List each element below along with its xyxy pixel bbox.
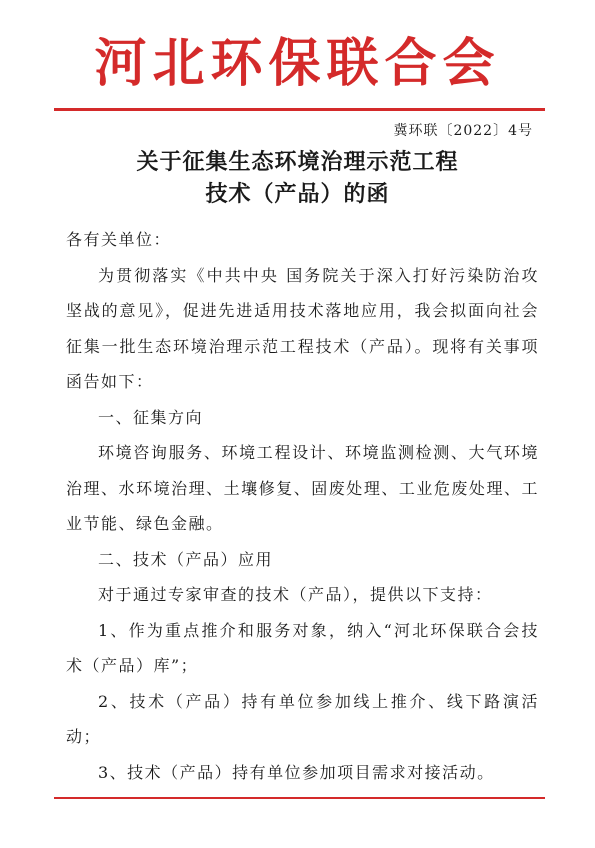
document-title-line-1: 关于征集生态环境治理示范工程 [136,149,459,175]
collection-fields-paragraph: 环境咨询服务、环境工程设计、环境监测检测、大气环境治理、水环境治理、土壤修复、固废处理、工业危废处理、工业节能、绿色金融。 [66,443,539,533]
intro-paragraph: 为贯彻落实《中共中央 国务院关于深入打好污染防治攻坚战的意见》，促进先进适用技术落地应用，我会拟面向社会征集一批生态环境治理示范工程技术（产品）。现将有关事项函告如下： [66,265,539,391]
support-item-3: 3、技术（产品）持有单位参加项目需求对接活动。 [98,762,495,782]
document-title [0,146,595,210]
organization-letterhead: 河北环保联合会 [94,33,501,94]
support-item-2: 2、技术（产品）持有单位参加线上推介、线下路演活动； [66,691,539,746]
support-intro-paragraph: 对于通过专家审查的技术（产品），提供以下支持： [98,585,493,604]
letterhead-divider [54,108,545,111]
support-item-1: 1、作为重点推介和服务对象，纳入“河北环保联合会技术（产品）库”； [66,620,539,675]
footer-divider [54,797,545,799]
document-number: 冀环联〔2022〕4号 [393,123,533,139]
document-title-line-2: 技术（产品）的函 [205,181,390,207]
section-heading-collection-direction: 一、征集方向 [98,407,204,427]
salutation: 各有关单位： [66,230,172,249]
letter-body [66,222,539,790]
section-heading-application: 二、技术（产品）应用 [98,549,274,569]
